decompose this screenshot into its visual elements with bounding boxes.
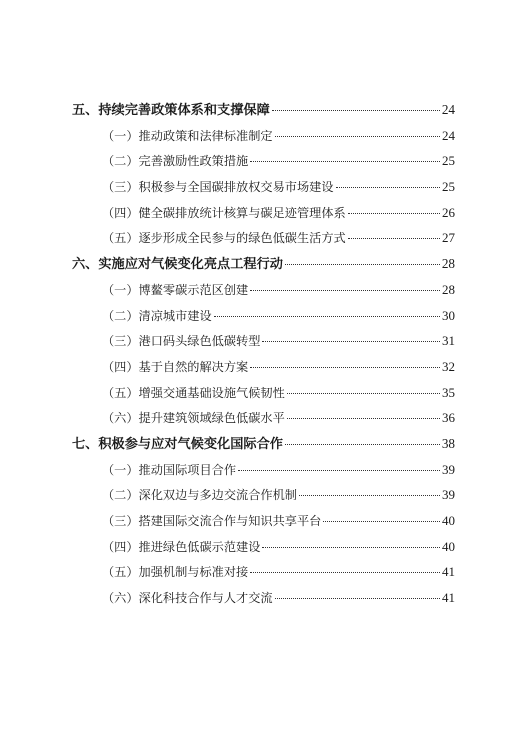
toc-page-number: 25 xyxy=(442,179,455,195)
dot-leader xyxy=(275,598,440,599)
toc-item-5-1[interactable] xyxy=(72,123,455,149)
toc-entry-title: （二）深化双边与多边交流合作机制 xyxy=(102,488,297,503)
toc-page-number: 28 xyxy=(442,281,455,297)
toc-page-number: 24 xyxy=(441,102,455,117)
toc-page-number: 32 xyxy=(442,358,455,374)
toc-item-6-6[interactable] xyxy=(72,405,455,431)
dot-leader xyxy=(287,393,440,394)
toc-item-7-6[interactable] xyxy=(72,585,455,611)
toc-entry-title: （五）增强交通基础设施气候韧性 xyxy=(102,385,285,400)
toc-page-number: 25 xyxy=(442,153,455,169)
toc-item-6-4[interactable] xyxy=(72,354,455,380)
toc-item-5-4[interactable] xyxy=(72,200,455,226)
dot-leader xyxy=(262,341,440,342)
toc-item-6-5[interactable] xyxy=(72,380,455,406)
toc-item-6-2[interactable] xyxy=(72,303,455,329)
toc-page-number: 41 xyxy=(442,590,455,606)
toc-page-number: 36 xyxy=(442,410,455,426)
toc-page-number: 39 xyxy=(442,487,455,503)
toc-entry-title: （六）提升建筑领域绿色低碳水平 xyxy=(102,411,285,426)
toc-page-number: 35 xyxy=(442,384,455,400)
toc-item-5-3[interactable] xyxy=(72,174,455,200)
toc-page-number: 40 xyxy=(442,513,455,528)
toc-item-7-2[interactable] xyxy=(72,482,455,508)
dot-leader xyxy=(275,136,440,137)
toc-entry-title: （五）逐步形成全民参与的绿色低碳生活方式 xyxy=(102,231,346,246)
toc-item-7-1[interactable] xyxy=(72,457,455,483)
toc-item-7-5[interactable] xyxy=(72,559,455,585)
toc-section-6[interactable] xyxy=(72,251,455,277)
toc-entry-title: 五、持续完善政策体系和支撑保障 xyxy=(72,103,270,118)
toc-page-number: 30 xyxy=(442,307,455,323)
toc-entry-title: （四）健全碳排放统计核算与碳足迹管理体系 xyxy=(102,205,346,220)
toc-item-5-2[interactable] xyxy=(72,148,455,174)
dot-leader xyxy=(214,316,440,317)
toc-entry-title: 六、实施应对气候变化亮点工程行动 xyxy=(72,257,283,273)
toc-page-number: 24 xyxy=(442,127,455,143)
toc-page-number: 27 xyxy=(442,230,455,246)
toc-entry-title: （二）清凉城市建设 xyxy=(102,308,212,323)
toc-page-number: 31 xyxy=(442,333,455,349)
dot-leader xyxy=(348,238,440,239)
dot-leader xyxy=(287,418,440,419)
toc-entry-title: （六）深化科技合作与人才交流 xyxy=(102,591,273,606)
toc-entry-title: （一）推动国际项目合作 xyxy=(102,462,237,477)
dot-leader xyxy=(348,213,440,214)
table-of-contents xyxy=(72,97,455,611)
toc-section-5[interactable] xyxy=(72,97,455,123)
toc-entry-title: （三）积极参与全国碳排放权交易市场建设 xyxy=(102,180,334,195)
toc-page-number: 40 xyxy=(442,538,455,554)
toc-item-6-1[interactable] xyxy=(72,277,455,303)
toc-entry-title: （一）博鳌零碳示范区创建 xyxy=(102,282,249,297)
dot-leader xyxy=(250,290,440,291)
toc-entry-title: 七、积极参与应对气候变化国际合作 xyxy=(72,436,283,452)
dot-leader xyxy=(323,521,440,522)
toc-page-number: 41 xyxy=(442,564,455,580)
toc-section-7[interactable] xyxy=(72,431,455,457)
dot-leader xyxy=(285,264,440,265)
toc-item-7-4[interactable] xyxy=(72,534,455,560)
dot-leader xyxy=(250,161,440,162)
toc-page-number: 26 xyxy=(442,204,455,220)
toc-item-6-3[interactable] xyxy=(72,328,455,354)
toc-entry-title: （三）搭建国际交流合作与知识共享平台 xyxy=(102,514,322,528)
dot-leader xyxy=(285,444,440,445)
dot-leader xyxy=(250,367,440,368)
toc-page-number: 39 xyxy=(442,461,455,477)
toc-page-number: 38 xyxy=(441,435,455,451)
dot-leader xyxy=(336,187,440,188)
toc-entry-title: （五）加强机制与标准对接 xyxy=(102,565,249,580)
dot-leader xyxy=(238,470,440,471)
toc-entry-title: （三）港口码头绿色低碳转型 xyxy=(102,334,261,349)
dot-leader xyxy=(272,110,440,111)
toc-page-number: 28 xyxy=(441,256,455,272)
toc-item-5-5[interactable] xyxy=(72,225,455,251)
dot-leader xyxy=(299,495,440,496)
toc-entry-title: （二）完善激励性政策措施 xyxy=(102,154,249,169)
toc-entry-title: （四）基于自然的解决方案 xyxy=(102,359,249,374)
toc-item-7-3[interactable] xyxy=(72,508,455,534)
toc-entry-title: （四）推进绿色低碳示范建设 xyxy=(102,539,261,554)
toc-entry-title: （一）推动政策和法律标准制定 xyxy=(102,128,273,143)
dot-leader xyxy=(250,572,440,573)
dot-leader xyxy=(262,547,440,548)
